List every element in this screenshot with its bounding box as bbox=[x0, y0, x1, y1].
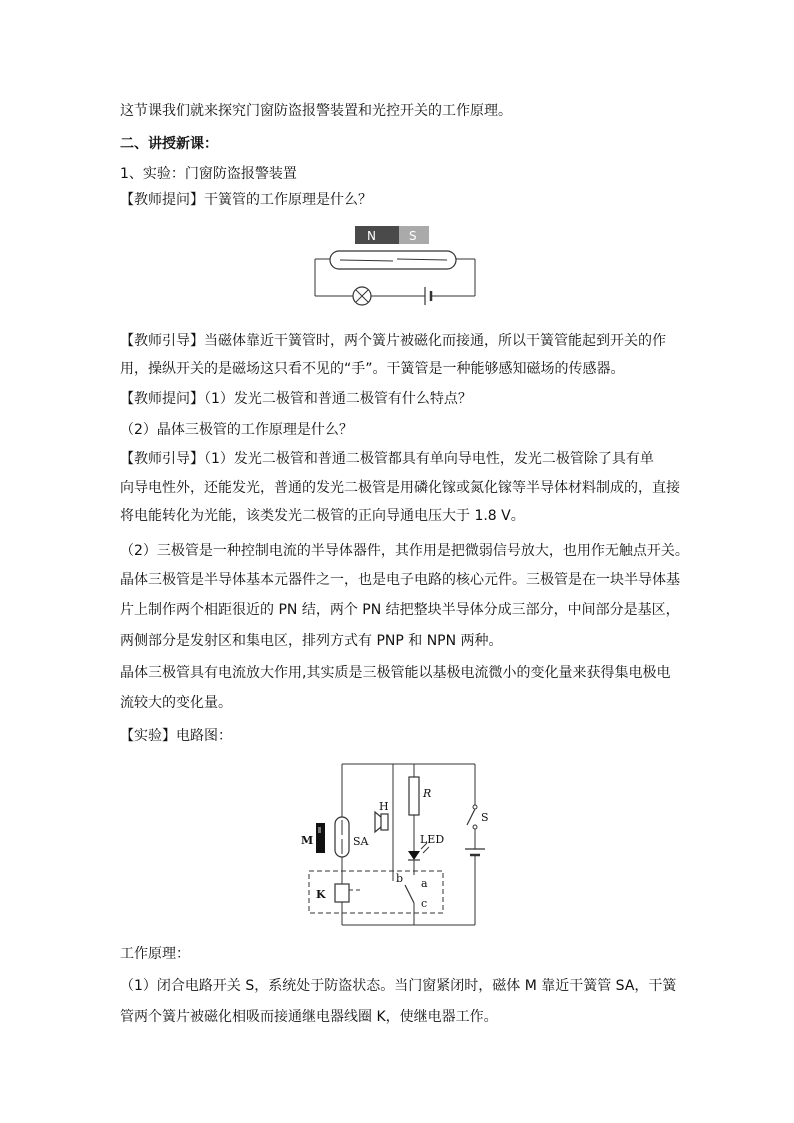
transistor-para-a: （2）三极管是一种控制电流的半导体器件，其作用是把微弱信号放大，也用作无触点开关。 bbox=[120, 543, 689, 559]
teacher-question-2b: （2）晶体三极管的工作原理是什么？ bbox=[120, 422, 353, 438]
teacher-guide-1b: 用，操纵开关的是磁场这只看不见的“手”。干簧管是一种能够感知磁场的传感器。 bbox=[120, 361, 625, 377]
label-h: H bbox=[379, 800, 389, 813]
label-s: S bbox=[481, 811, 489, 824]
teacher-guide-2b: 向导电性外，还能发光，普通的发光二极管是用磷化镓或氮化镓等半导体材料制成的，直接 bbox=[120, 480, 680, 496]
working-principle-label: 工作原理： bbox=[120, 946, 190, 962]
teacher-guide-1a: 【教师引导】当磁体靠近干簧管时，两个簧片被磁化而接通，所以干簧管能起到开关的作 bbox=[120, 333, 666, 349]
label-b: b bbox=[396, 872, 404, 885]
teacher-guide-2c: 将电能转化为光能，该类发光二极管的正向导通电压大于 1.8 V。 bbox=[120, 508, 525, 524]
reed-switch-figure bbox=[305, 223, 485, 310]
transistor-para-d: 两侧部分是发射区和集电区，排列方式有 PNP 和 NPN 两种。 bbox=[120, 633, 503, 649]
label-sa: SA bbox=[353, 835, 369, 848]
section-heading: 二、讲授新课： bbox=[120, 136, 218, 152]
label-c: c bbox=[421, 897, 428, 910]
paragraph-1: 这节课我们就来探究门窗防盗报警装置和光控开关的工作原理。 bbox=[120, 103, 512, 119]
relay-coil-k bbox=[335, 884, 349, 902]
amplify-para-a: 晶体三极管具有电流放大作用,其实质是三极管能以基极电流微小的变化量来获得集电极电 bbox=[120, 665, 671, 681]
principle-para-b: 管两个簧片被磁化相吸而接通继电器线圈 K，使继电器工作。 bbox=[120, 1009, 498, 1025]
teacher-question-2: 【教师提问】（1）发光二极管和普通二极管有什么特点？ bbox=[120, 391, 472, 407]
label-r: R bbox=[423, 787, 432, 800]
transistor-para-b: 晶体三极管是半导体基本元器件之一，也是电子电路的核心元件。三极管是在一块半导体基 bbox=[120, 572, 680, 588]
teacher-guide-2a: 【教师引导】（1）发光二极管和普通二极管都具有单向导电性，发光二极管除了具有单 bbox=[120, 451, 654, 467]
principle-para-a: （1）闭合电路开关 S，系统处于防盗状态。当门窗紧闭时，磁体 M 靠近干簧管 SA，干簧 bbox=[120, 978, 677, 994]
led-icon bbox=[408, 851, 420, 860]
relay-arm bbox=[405, 885, 414, 903]
alarm-circuit-figure bbox=[295, 757, 495, 932]
resistor-r bbox=[409, 777, 419, 815]
label-led: LED bbox=[420, 833, 445, 846]
magnet-s-label: S bbox=[409, 229, 417, 243]
amplify-para-b: 流较大的变化量。 bbox=[120, 695, 232, 711]
magnet-n-label: N bbox=[367, 229, 376, 243]
teacher-question-1: 【教师提问】干簧管的工作原理是什么？ bbox=[120, 192, 372, 208]
buzzer-h bbox=[381, 814, 388, 830]
subsection-heading: 1、实验：门窗防盗报警装置 bbox=[120, 166, 297, 182]
label-a: a bbox=[421, 877, 428, 890]
switch-s bbox=[467, 809, 475, 825]
experiment-label: 【实验】电路图： bbox=[120, 728, 232, 744]
transistor-para-c: 片上制作两个相距很近的 PN 结，两个 PN 结把整块半导体分成三部分，中间部分是基区， bbox=[120, 602, 680, 618]
label-m: M bbox=[301, 834, 314, 847]
label-k: K bbox=[316, 888, 326, 901]
magnet-n-pole bbox=[355, 226, 399, 244]
